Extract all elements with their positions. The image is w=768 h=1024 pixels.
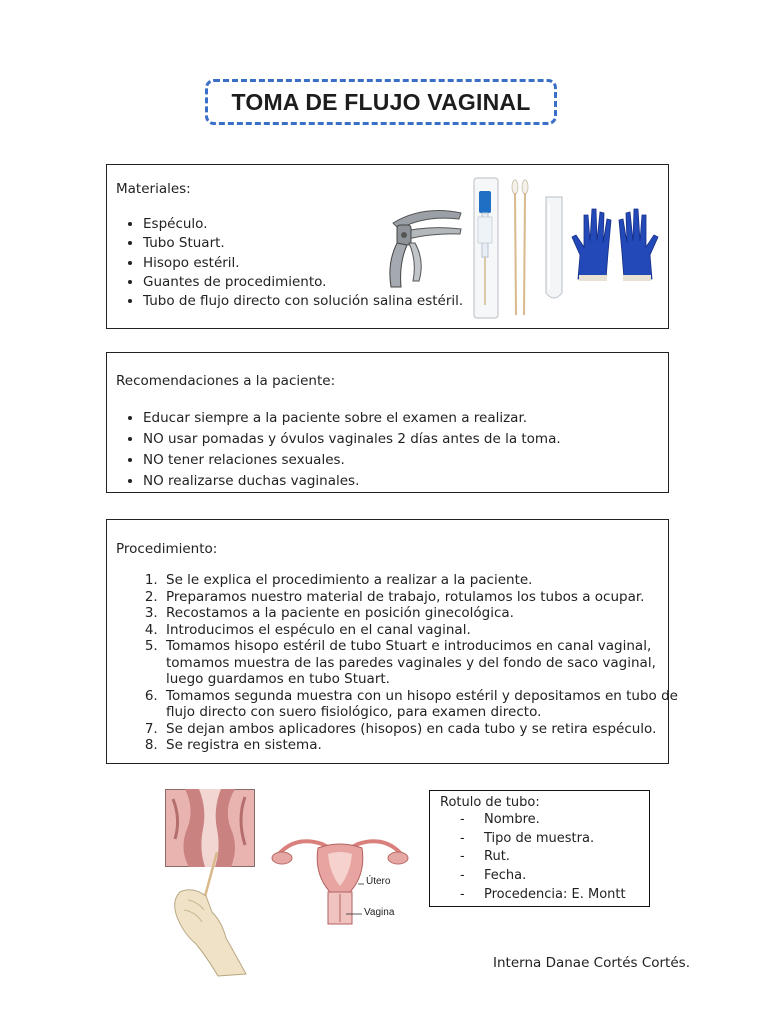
- list-item: 6. Tomamos segunda muestra con un hisopo estéril y depositamos en tubo de flujo directo con suero fisiológico, para examen directo.: [162, 688, 692, 721]
- list-item: 8. Se registra en sistema.: [162, 737, 692, 754]
- author-signature: Interna Danae Cortés Cortés.: [493, 955, 690, 971]
- list-item: 5. Tomamos hisopo estéril de tubo Stuart e introducimos en canal vaginal, tomamos muestra de las paredes vaginales y del fondo de saco vaginal, luego guardamos en tubo Stuart.: [162, 638, 692, 688]
- list-item: - Tipo de muestra.: [430, 830, 645, 849]
- recomendaciones-heading: Recomendaciones a la paciente:: [116, 373, 336, 389]
- swab-image: [509, 179, 531, 317]
- list-item: • Tubo de flujo directo con solución salina estéril.: [143, 292, 523, 311]
- list-item: • Hisopo estéril.: [143, 254, 523, 273]
- hand-swab-image: [172, 852, 252, 977]
- gloves-image: [570, 203, 660, 283]
- rotulo-heading: Rotulo de tubo:: [440, 795, 540, 810]
- rotulo-list: [430, 811, 645, 905]
- list-item: • Guantes de procedimiento.: [143, 273, 523, 292]
- list-item: - Nombre.: [430, 811, 645, 830]
- list-item: - Rut.: [430, 848, 645, 867]
- stuart-tube-image: [473, 177, 499, 319]
- recomendaciones-section: [106, 352, 669, 493]
- title-box: [205, 79, 557, 125]
- procedimiento-heading: Procedimiento:: [116, 541, 218, 557]
- list-item: • Tubo Stuart.: [143, 234, 523, 253]
- list-item: • Educar siempre a la paciente sobre el examen a realizar.: [143, 408, 683, 429]
- list-item: - Fecha.: [430, 867, 645, 886]
- list-item: 2. Preparamos nuestro material de trabajo, rotulamos los tubos a ocupar.: [162, 589, 692, 606]
- procedimiento-list: [107, 572, 692, 754]
- vagina-label: Vagina: [364, 907, 395, 918]
- list-item: 3. Recostamos a la paciente en posición ginecológica.: [162, 605, 692, 622]
- page-title: TOMA DE FLUJO VAGINAL: [231, 88, 531, 115]
- test-tube-image: [543, 195, 565, 305]
- list-item: - Procedencia: E. Montt: [430, 886, 645, 905]
- list-item: • NO usar pomadas y óvulos vaginales 2 días antes de la toma.: [143, 429, 683, 450]
- rotulo-section: [429, 790, 650, 907]
- speculum-image: [383, 203, 465, 293]
- uterus-label: Útero: [366, 876, 391, 887]
- list-item: 4. Introducimos el espéculo en el canal vaginal.: [162, 622, 692, 639]
- procedimiento-section: [106, 519, 678, 764]
- list-item: • NO tener relaciones sexuales.: [143, 450, 683, 471]
- recomendaciones-list: [107, 408, 683, 492]
- materiales-heading: Materiales:: [116, 181, 191, 197]
- list-item: 7. Se dejan ambos aplicadores (hisopos) en cada tubo y se retira espéculo.: [162, 721, 692, 738]
- materiales-section: [106, 164, 669, 329]
- list-item: • NO realizarse duchas vaginales.: [143, 471, 683, 492]
- list-item: • Espéculo.: [143, 215, 523, 234]
- list-item: 1. Se le explica el procedimiento a realizar a la paciente.: [162, 572, 692, 589]
